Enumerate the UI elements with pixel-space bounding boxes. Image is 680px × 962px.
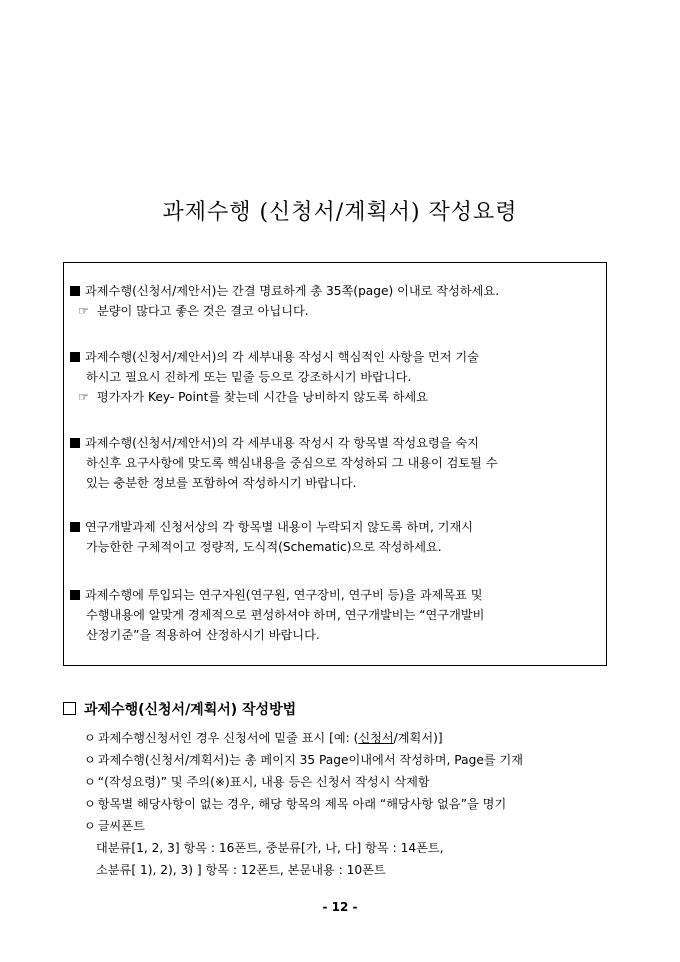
item-1-text-end: /계획서)] — [393, 731, 443, 745]
guideline-3-text-1: 과제수행(신청서/제안서)의 각 세부내용 작성시 각 항목별 작성요령을 숙지 — [85, 436, 479, 450]
guideline-1-note: 분량이 많다고 좋은 것은 결코 아닙니다. — [97, 304, 309, 318]
bullet-icon: ㅇ — [84, 731, 96, 745]
bullet-square-icon — [70, 522, 80, 532]
guideline-4-text-2: 가능한한 구체적이고 정량적, 도식적(Schematic)으로 작성하세요. — [86, 540, 442, 554]
bullet-icon: ㅇ — [84, 753, 96, 767]
guideline-5-text-3: 산정기준”을 적용하여 산정하시기 바랍니다. — [86, 628, 320, 642]
guideline-3-text-3: 있는 충분한 정보를 포함하여 작성하시기 바랍니다. — [86, 476, 357, 490]
list-item — [84, 793, 523, 815]
section-heading-text: 과제수행(신청서/계획서) 작성방법 — [84, 702, 297, 718]
guideline-5 — [70, 585, 598, 645]
guideline-3 — [70, 433, 598, 493]
item-3-text: “(작성요령)” 및 주의(※)표시, 내용 등은 신청서 작성시 삭제함 — [97, 775, 430, 789]
list-item — [84, 727, 523, 749]
bullet-square-icon — [70, 286, 80, 296]
guideline-2 — [70, 347, 598, 407]
list-item — [84, 749, 523, 771]
bullet-square-icon — [70, 590, 80, 600]
item-1-text: 과제수행신청서인 경우 신청서에 밑줄 표시 [예: ( — [97, 731, 359, 745]
bullet-icon: ㅇ — [84, 819, 96, 833]
item-4-text: 항목별 해당사항이 없는 경우, 해당 항목의 제목 아래 “해당사항 없음”을 명기 — [97, 797, 507, 811]
bullet-square-icon — [70, 438, 80, 448]
pointing-hand-icon: ☞ — [78, 304, 89, 318]
checkbox-square-icon — [63, 702, 76, 715]
section-heading — [63, 699, 296, 719]
font-line-1: 대분류[1, 2, 3] 항목 : 16폰트, 중분류[가, 나, 다] 항목 : 14폰트, — [96, 841, 444, 855]
guideline-2-note: 평가자가 Key- Point를 찾는데 시간을 낭비하지 않도록 하세요 — [97, 390, 428, 404]
font-line-2: 소분류[ 1), 2), 3) ] 항목 : 12폰트, 본문내용 : 10폰트 — [96, 863, 386, 877]
bullet-icon: ㅇ — [84, 775, 96, 789]
guideline-4-text-1: 연구개발과제 신청서상의 각 항목별 내용이 누락되지 않도록 하며, 기재시 — [85, 520, 474, 534]
bullet-square-icon — [70, 352, 80, 362]
method-list — [84, 727, 523, 881]
guideline-5-text-1: 과제수행에 투입되는 연구자원(연구원, 연구장비, 연구비 등)을 과제목표 및 — [85, 588, 483, 602]
guideline-2-text-1: 과제수행(신청서/제안서)의 각 세부내용 작성시 핵심적인 사항을 먼저 기술 — [85, 350, 479, 364]
page-title: 과제수행 (신청서/계획서) 작성요령 — [162, 200, 518, 225]
guideline-1-text: 과제수행(신청서/제안서)는 간결 명료하게 총 35쪽(page) 이내로 작성하세요. — [85, 284, 500, 298]
guideline-4 — [70, 517, 598, 557]
item-5-text: 글씨폰트 — [97, 819, 145, 833]
item-2-text: 과제수행(신청서/계획서)는 총 페이지 35 Page이내에서 작성하며, Page를 기재 — [97, 753, 524, 767]
guideline-1 — [70, 281, 598, 321]
list-item — [84, 815, 523, 837]
bullet-icon: ㅇ — [84, 797, 96, 811]
item-1-underlined: 신청서 — [358, 731, 394, 745]
page-number: - 12 - — [322, 900, 358, 914]
guideline-3-text-2: 하신후 요구사항에 맞도록 핵심내용을 중심으로 작성하되 그 내용이 검토될 수 — [86, 456, 498, 470]
guideline-5-text-2: 수행내용에 알맞게 경제적으로 편성하셔야 하며, 연구개발비는 “연구개발비 — [86, 608, 485, 622]
guideline-2-text-2: 하시고 필요시 진하게 또는 밑줄 등으로 강조하시기 바랍니다. — [86, 370, 412, 384]
guidelines-box — [63, 262, 607, 666]
list-item — [84, 771, 523, 793]
pointing-hand-icon: ☞ — [78, 390, 89, 404]
